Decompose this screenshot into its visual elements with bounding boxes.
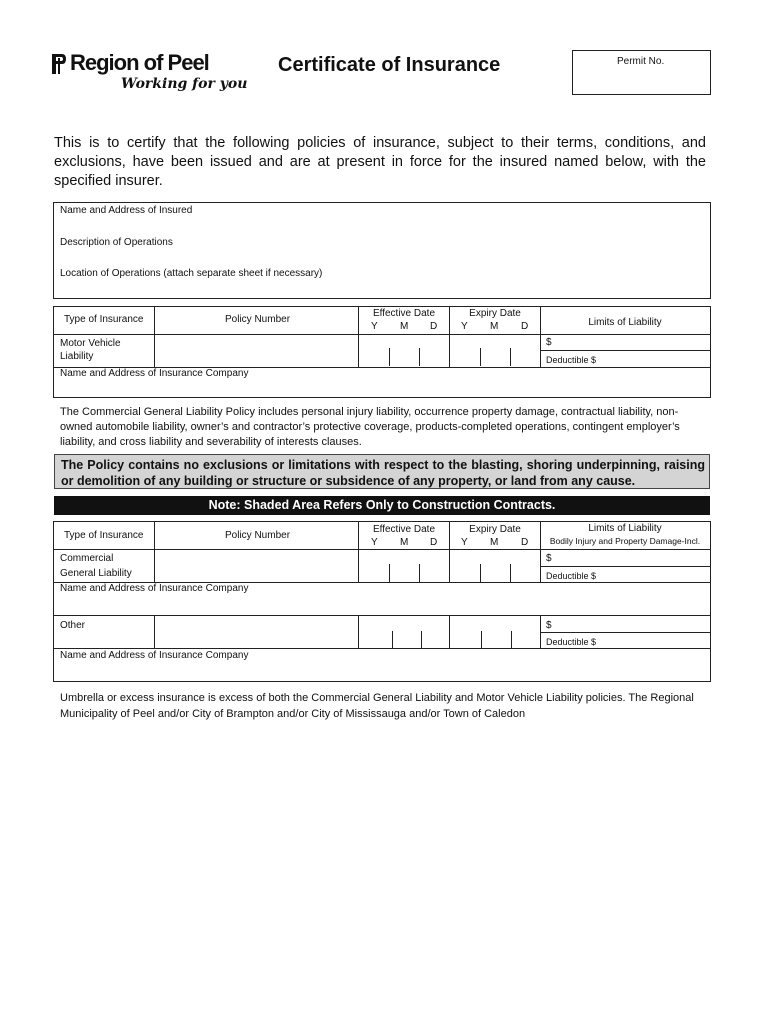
t2-eff-m: M — [400, 537, 409, 548]
region-of-peel-logo-icon — [52, 54, 66, 74]
t2-row2-type: Other — [60, 620, 86, 631]
t2-effective-header: Effective Date — [372, 524, 436, 535]
t2-row1-policy-number-input[interactable] — [155, 550, 357, 582]
t2-row2-dollar-label: $ — [546, 620, 552, 631]
t1-row-type-line1: Motor Vehicle — [60, 338, 121, 349]
t2-row1-dollar-label: $ — [546, 553, 552, 564]
logo-tagline: Working for you — [121, 76, 248, 92]
t2-row2-policy-number-input[interactable] — [155, 616, 357, 648]
logo-name: Region of Peel — [70, 50, 209, 75]
construction-note-bar — [54, 496, 710, 515]
permit-number-field[interactable] — [572, 50, 711, 95]
t2-row1-effective-date-input[interactable] — [359, 550, 448, 582]
umbrella-paragraph: Umbrella or excess insurance is excess of both the Commercial General Liability and Motor Vehicle Liability policies. The Regional Municipality of Peel and/or City of Brampton and/or City of Mississauga and/or Town of Caledon — [60, 692, 694, 720]
t2-row2-effective-date-input[interactable] — [359, 616, 448, 648]
operations-description-field[interactable] — [54, 235, 709, 266]
t2-row1-expiry-date-input[interactable] — [450, 550, 539, 582]
operations-location-field[interactable] — [54, 266, 709, 297]
t1-deductible-input[interactable] — [541, 351, 709, 367]
t2-type-header: Type of Insurance — [64, 530, 144, 541]
t2-row2-limit-amount-input[interactable] — [541, 616, 709, 632]
t1-eff-d: D — [430, 321, 438, 332]
t2-row1-deductible-label: Deductible $ — [546, 571, 597, 581]
t1-dollar-label: $ — [546, 337, 552, 348]
cgl-coverage-paragraph: The Commercial General Liability Policy includes personal injury liability, occurrence property damage, contractual liability, non-owned automobile liability, owner’s and contractor’s protective coverage, products-completed operations, contingent employer’s liability, and cross liability and severability of interests clauses. — [60, 406, 680, 448]
t2-row1-type-line2: General Liability — [60, 568, 132, 579]
t2-row1-insurance-company-input[interactable] — [54, 583, 710, 615]
exclusions-notice-text: The Policy contains no exclusions or limitations with respect to the blasting, shoring underpinning, raising or demolition of any building or structure or subsidence of any property, or land from any cause. — [61, 458, 705, 488]
t2-eff-y: Y — [371, 537, 378, 548]
insured-name-address-field[interactable] — [54, 203, 709, 234]
t1-insurance-company-input[interactable] — [54, 368, 710, 397]
intro-paragraph: This is to certify that the following policies of insurance, subject to their terms, conditions, and exclusions, have been issued and are at present in force for the insured named below, with the specified insurer. — [54, 135, 706, 189]
t1-exp-y: Y — [461, 321, 468, 332]
t1-limit-amount-input[interactable] — [541, 335, 709, 350]
t1-policy-header: Policy Number — [225, 314, 291, 325]
t1-policy-number-input[interactable] — [155, 335, 357, 367]
t2-exp-m: M — [490, 537, 499, 548]
permit-label: Permit No. — [617, 56, 665, 67]
t2-policy-header: Policy Number — [225, 530, 291, 541]
insured-name-label: Name and Address of Insured — [60, 205, 193, 216]
t2-row1-type-line1: Commercial — [60, 553, 114, 564]
t2-limits-header: Limits of Liability — [588, 523, 662, 534]
t2-row1-limit-amount-input[interactable] — [541, 550, 709, 566]
t1-exp-m: M — [490, 321, 499, 332]
t1-row-type-line2: Liability — [60, 351, 94, 362]
t1-expiry-date-input[interactable] — [450, 335, 539, 367]
t2-row2-deductible-label: Deductible $ — [546, 637, 597, 647]
t2-row2-deductible-input[interactable] — [541, 633, 709, 648]
t2-exp-d: D — [521, 537, 529, 548]
t2-eff-d: D — [430, 537, 438, 548]
t1-exp-d: D — [521, 321, 529, 332]
t1-company-label: Name and Address of Insurance Company — [60, 368, 249, 379]
t2-row1-company-label: Name and Address of Insurance Company — [60, 583, 249, 594]
t2-row2-expiry-date-input[interactable] — [450, 616, 539, 648]
exclusions-notice — [54, 454, 710, 489]
t1-expiry-header: Expiry Date — [469, 308, 521, 319]
t2-row2-company-label: Name and Address of Insurance Company — [60, 650, 249, 661]
t2-limits-sub: Bodily Injury and Property Damage-Incl. — [549, 536, 701, 546]
construction-note-text: Note: Shaded Area Refers Only to Construction Contracts. — [208, 498, 556, 512]
t2-row1-deductible-input[interactable] — [541, 567, 709, 582]
t1-eff-y: Y — [371, 321, 378, 332]
operations-description-label: Description of Operations — [60, 237, 173, 248]
t1-type-header: Type of Insurance — [64, 314, 144, 325]
t2-row2-insurance-company-input[interactable] — [54, 649, 710, 681]
t1-deductible-label: Deductible $ — [546, 355, 597, 365]
t2-exp-y: Y — [461, 537, 468, 548]
t1-eff-m: M — [400, 321, 409, 332]
t1-limits-header: Limits of Liability — [588, 317, 662, 328]
operations-location-label: Location of Operations (attach separate sheet if necessary) — [60, 268, 323, 279]
t1-effective-date-input[interactable] — [359, 335, 448, 367]
t1-effective-header: Effective Date — [372, 308, 436, 319]
page-title: Certificate of Insurance — [278, 54, 501, 76]
insured-box — [53, 202, 711, 299]
t2-expiry-header: Expiry Date — [469, 524, 521, 535]
